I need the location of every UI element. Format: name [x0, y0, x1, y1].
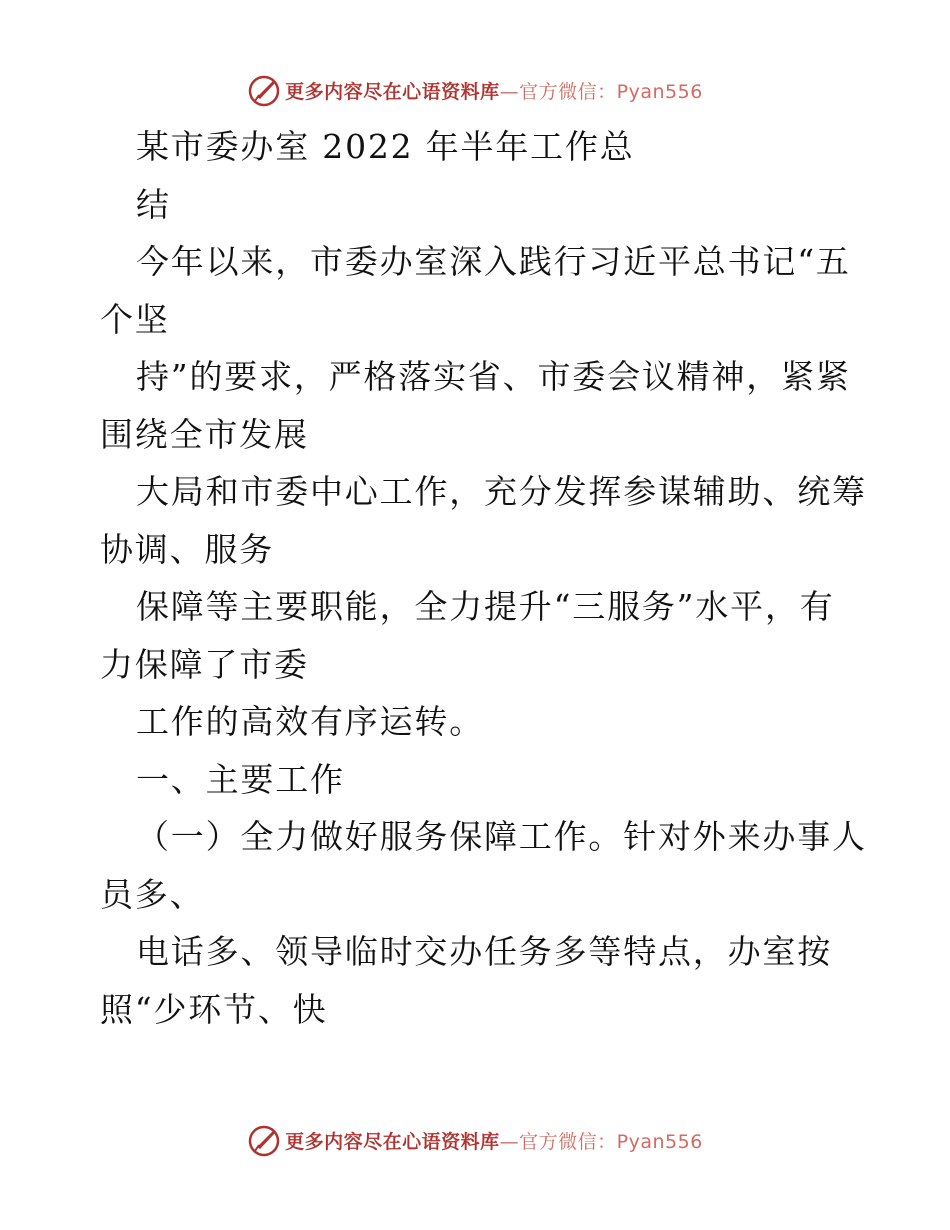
- banner-title: 更多内容尽在心语资料库: [285, 1130, 500, 1153]
- doc-paragraph-line: 个坚: [100, 299, 170, 339]
- doc-title-line: 结: [136, 184, 171, 224]
- banner-separator: —: [499, 80, 520, 103]
- footer-banner: [0, 1120, 950, 1160]
- banner-separator: —: [499, 1130, 520, 1153]
- banner-text: [285, 77, 703, 104]
- doc-section-heading: 一、主要工作: [136, 759, 345, 799]
- doc-paragraph-line: 照“少环节、快: [100, 989, 328, 1029]
- doc-paragraph-line: 今年以来，市委办室深入践行习近平总书记“五: [136, 242, 851, 281]
- doc-paragraph-line: 协调、服务: [100, 529, 274, 569]
- doc-paragraph-line: 工作的高效有序运转。: [136, 702, 484, 741]
- doc-paragraph-line: 大局和市委中心工作，充分发挥参谋辅助、统筹: [136, 472, 867, 511]
- doc-paragraph-line: 力保障了市委: [100, 644, 309, 684]
- banner-text: [285, 1127, 703, 1154]
- banner-title: 更多内容尽在心语资料库: [285, 80, 500, 103]
- doc-paragraph-line: （一）全力做好服务保障工作。针对外来办事人: [136, 817, 867, 856]
- banner-wechat: 官方微信：Pyan556: [519, 80, 703, 103]
- doc-title-line: 某市委办室 2022 年半年工作总: [136, 127, 635, 166]
- header-banner: [0, 70, 950, 110]
- doc-paragraph-line: 保障等主要职能，全力提升“三服务”水平，有: [136, 587, 835, 626]
- doc-paragraph-line: 电话多、领导临时交办任务多等特点，办室按: [136, 932, 832, 971]
- document-body: [100, 118, 867, 1038]
- doc-paragraph-line: 持”的要求，严格落实省、市委会议精神，紧紧: [136, 357, 851, 396]
- doc-paragraph-line: 围绕全市发展: [100, 414, 309, 454]
- quill-logo-icon: [247, 73, 281, 107]
- banner-wechat: 官方微信：Pyan556: [519, 1130, 703, 1153]
- doc-paragraph-line: 员多、: [100, 874, 205, 914]
- quill-logo-icon: [247, 1123, 281, 1157]
